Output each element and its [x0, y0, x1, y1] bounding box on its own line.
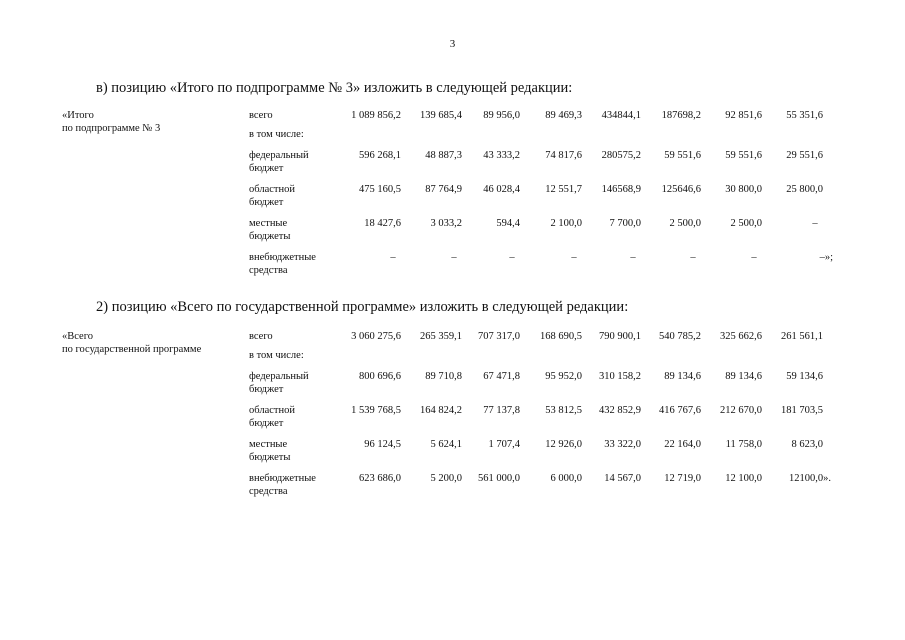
funding-source-label-line: бюджеты: [249, 231, 291, 242]
table-cell: 43 333,2: [483, 150, 520, 161]
position-title-line: «Всего: [62, 331, 93, 342]
table-cell: 8 623,0: [791, 439, 823, 450]
table-cell: 96 124,5: [364, 439, 401, 450]
funding-source-label-line: федеральный: [249, 371, 309, 382]
table-cell: 261 561,1: [781, 331, 823, 342]
table-row: [0, 404, 905, 434]
funding-source-label: [249, 330, 339, 343]
funding-source-label-line: бюджеты: [249, 452, 291, 463]
table-cell: 623 686,0: [359, 473, 401, 484]
table-cell: 561 000,0: [478, 473, 520, 484]
table-row: [0, 217, 905, 247]
funding-source-label-line: бюджет: [249, 163, 284, 174]
table-cell: 310 158,2: [599, 371, 641, 382]
table-cell: 594,4: [496, 218, 520, 229]
table-cell: 67 471,8: [483, 371, 520, 382]
funding-source-label-line: бюджет: [249, 197, 284, 208]
table-cell: 46 028,4: [483, 184, 520, 195]
table-cell: 89 469,3: [545, 110, 582, 121]
table-cell: 181 703,5: [781, 405, 823, 416]
table-cell: 164 824,2: [420, 405, 462, 416]
table-cell: 7 700,0: [609, 218, 641, 229]
funding-source-label-line: средства: [249, 486, 288, 497]
funding-source-label: [249, 349, 339, 362]
table-row: [0, 183, 905, 213]
funding-source-label-line: средства: [249, 265, 288, 276]
table-cell: 212 670,0: [720, 405, 762, 416]
funding-source-label: [249, 404, 339, 430]
table-cell: 95 952,0: [545, 371, 582, 382]
table-cell: 146568,9: [601, 184, 641, 195]
table-row: [0, 149, 905, 179]
table-row: [0, 472, 905, 502]
table-cell: 12 551,7: [545, 184, 582, 195]
table-cell: 29 551,6: [786, 150, 823, 161]
table-cell: 89 134,6: [725, 371, 762, 382]
table-cell: –: [390, 252, 396, 263]
table-cell: 59 551,6: [664, 150, 701, 161]
funding-source-label-line: в том числе:: [249, 129, 304, 140]
funding-source-label: [249, 251, 339, 277]
page-number: 3: [449, 38, 456, 50]
table-cell: 3 033,2: [430, 218, 462, 229]
table-cell: 5 200,0: [430, 473, 462, 484]
table-cell: 707 317,0: [478, 331, 520, 342]
funding-source-label-line: местные: [249, 218, 288, 229]
section-heading-subprogram-3: в) позицию «Итого по подпрограмме № 3» изложить в следующей редакции:: [96, 80, 573, 96]
table-row: [0, 438, 905, 468]
position-title-line: по государственной программе: [62, 344, 202, 355]
funding-source-label-line: федеральный: [249, 150, 309, 161]
table-cell: 432 852,9: [599, 405, 641, 416]
table-cell: –: [812, 218, 818, 229]
table-cell: 12 100,0: [725, 473, 762, 484]
table-row: [0, 251, 905, 281]
funding-source-label-line: бюджет: [249, 384, 284, 395]
funding-source-label: [249, 217, 339, 243]
funding-source-label-line: бюджет: [249, 418, 284, 429]
funding-source-label-line: областной: [249, 405, 295, 416]
funding-source-label-line: всего: [249, 331, 273, 342]
funding-source-label-line: внебюджетные: [249, 252, 316, 263]
table-cell: 89 710,8: [425, 371, 462, 382]
position-title-line: по подпрограмме № 3: [62, 123, 161, 134]
table-cell: 25 800,0: [786, 184, 823, 195]
table-cell: –: [509, 252, 515, 263]
funding-source-label: [249, 183, 339, 209]
funding-source-label-line: всего: [249, 110, 273, 121]
table-cell: 800 696,6: [359, 371, 401, 382]
table-cell: 87 764,9: [425, 184, 462, 195]
table-cell: 12 926,0: [545, 439, 582, 450]
table-cell: 59 551,6: [725, 150, 762, 161]
funding-source-label: [249, 438, 339, 464]
funding-source-label-line: в том числе:: [249, 350, 304, 361]
table-cell: –: [690, 252, 696, 263]
table-cell: 92 851,6: [725, 110, 762, 121]
table-cell: 416 767,6: [659, 405, 701, 416]
funding-source-label-line: областной: [249, 184, 295, 195]
table-cell: 59 134,6: [786, 371, 823, 382]
table-cell: 280575,2: [601, 150, 641, 161]
table-cell: –: [571, 252, 577, 263]
table-cell: –: [451, 252, 457, 263]
table-cell: 2 500,0: [730, 218, 762, 229]
table-cell: 540 785,2: [659, 331, 701, 342]
funding-source-label: [249, 149, 339, 175]
table-cell: 596 268,1: [359, 150, 401, 161]
funding-source-label-line: внебюджетные: [249, 473, 316, 484]
table-cell: 30 800,0: [725, 184, 762, 195]
table-cell: 139 685,4: [420, 110, 462, 121]
table-cell: 125646,6: [661, 184, 701, 195]
funding-source-label: [249, 370, 339, 396]
funding-source-label: [249, 472, 339, 498]
table-cell: 265 359,1: [420, 331, 462, 342]
table-cell: –: [751, 252, 757, 263]
table-cell: 2 500,0: [669, 218, 701, 229]
table-cell: 2 100,0: [550, 218, 582, 229]
table-cell: 12 719,0: [664, 473, 701, 484]
table-cell: 55 351,6: [786, 110, 823, 121]
table-cell: 5 624,1: [430, 439, 462, 450]
table-cell: 89 956,0: [483, 110, 520, 121]
table-cell: 12100,0».: [789, 473, 831, 484]
table-cell: 74 817,6: [545, 150, 582, 161]
table-cell: 33 322,0: [604, 439, 641, 450]
funding-source-label-line: местные: [249, 439, 288, 450]
table-cell: 187698,2: [661, 110, 701, 121]
table-cell: 3 060 275,6: [351, 331, 401, 342]
table-cell: 89 134,6: [664, 371, 701, 382]
table-cell: –: [630, 252, 636, 263]
table-cell: 6 000,0: [550, 473, 582, 484]
table-cell: 11 758,0: [725, 439, 762, 450]
table-cell: 1 707,4: [488, 439, 520, 450]
table-cell: 434844,1: [601, 110, 641, 121]
table-cell: –»;: [819, 252, 833, 263]
table-cell: 1 089 856,2: [351, 110, 401, 121]
table-row: [0, 370, 905, 400]
table-cell: 475 160,5: [359, 184, 401, 195]
table-cell: 325 662,6: [720, 331, 762, 342]
table-cell: 14 567,0: [604, 473, 641, 484]
table-cell: 22 164,0: [664, 439, 701, 450]
funding-source-label: [249, 109, 339, 122]
table-cell: 18 427,6: [364, 218, 401, 229]
table-cell: 48 887,3: [425, 150, 462, 161]
funding-source-label: [249, 128, 339, 141]
position-title-line: «Итого: [62, 110, 94, 121]
section-heading-state-program: 2) позицию «Всего по государственной программе» изложить в следующей редакции:: [96, 299, 629, 315]
table-cell: 77 137,8: [483, 405, 520, 416]
table-cell: 168 690,5: [540, 331, 582, 342]
table-cell: 53 812,5: [545, 405, 582, 416]
table-cell: 790 900,1: [599, 331, 641, 342]
table-cell: 1 539 768,5: [351, 405, 401, 416]
